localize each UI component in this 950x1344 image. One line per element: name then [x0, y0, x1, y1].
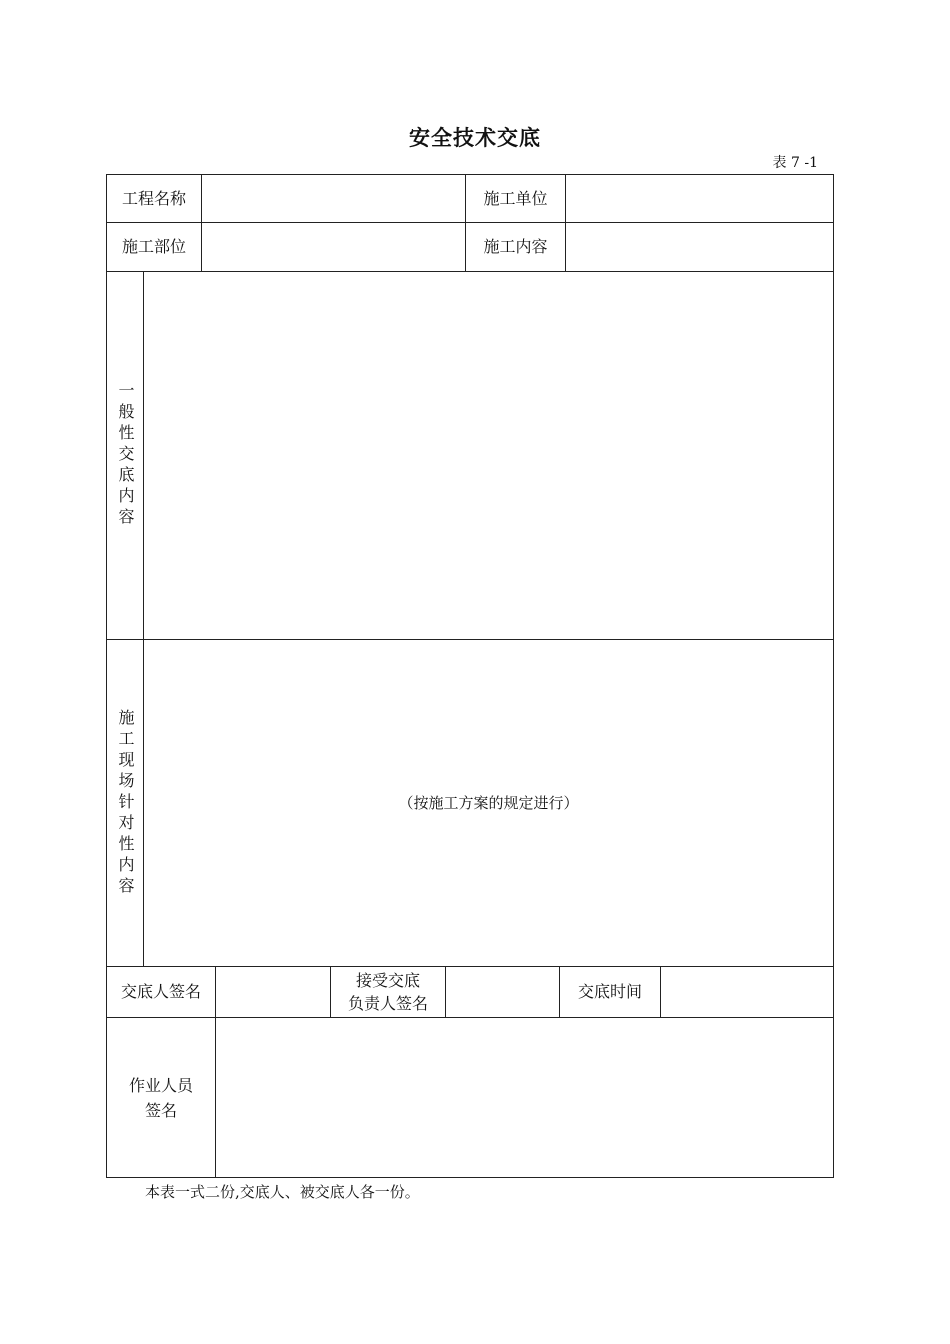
- construction-content-label: 施工内容: [465, 222, 566, 272]
- briefing-time-label: 交底时间: [559, 966, 661, 1018]
- construction-content-field[interactable]: [565, 222, 834, 272]
- receiver-signature-label: 接受交底 负责人签名: [330, 966, 446, 1018]
- construction-part-label: 施工部位: [106, 222, 202, 272]
- table-number: 表 7 -1: [772, 155, 818, 171]
- presenter-signature-label: 交底人签名: [106, 966, 216, 1018]
- briefing-time-field[interactable]: [660, 966, 834, 1018]
- receiver-signature-field[interactable]: [445, 966, 560, 1018]
- form-note: 本表一式二份,交底人、被交底人各一份。: [145, 1183, 420, 1201]
- safety-briefing-form: [106, 174, 834, 1178]
- workers-signature-label: 作业人员 签名: [106, 1017, 216, 1178]
- construction-unit-field[interactable]: [565, 174, 834, 223]
- construction-unit-label: 施工单位: [465, 174, 566, 223]
- workers-signature-field[interactable]: [215, 1017, 834, 1178]
- site-specific-content[interactable]: （按施工方案的规定进行）: [143, 639, 834, 967]
- project-name-label: 工程名称: [106, 174, 202, 223]
- general-briefing-label: 一般性交底内容: [106, 271, 144, 640]
- construction-part-field[interactable]: [201, 222, 466, 272]
- site-specific-label: 施工现场针对性内容: [106, 639, 144, 967]
- presenter-signature-field[interactable]: [215, 966, 331, 1018]
- document-title: 安全技术交底: [409, 125, 541, 150]
- project-name-field[interactable]: [201, 174, 466, 223]
- general-briefing-content[interactable]: [143, 271, 834, 640]
